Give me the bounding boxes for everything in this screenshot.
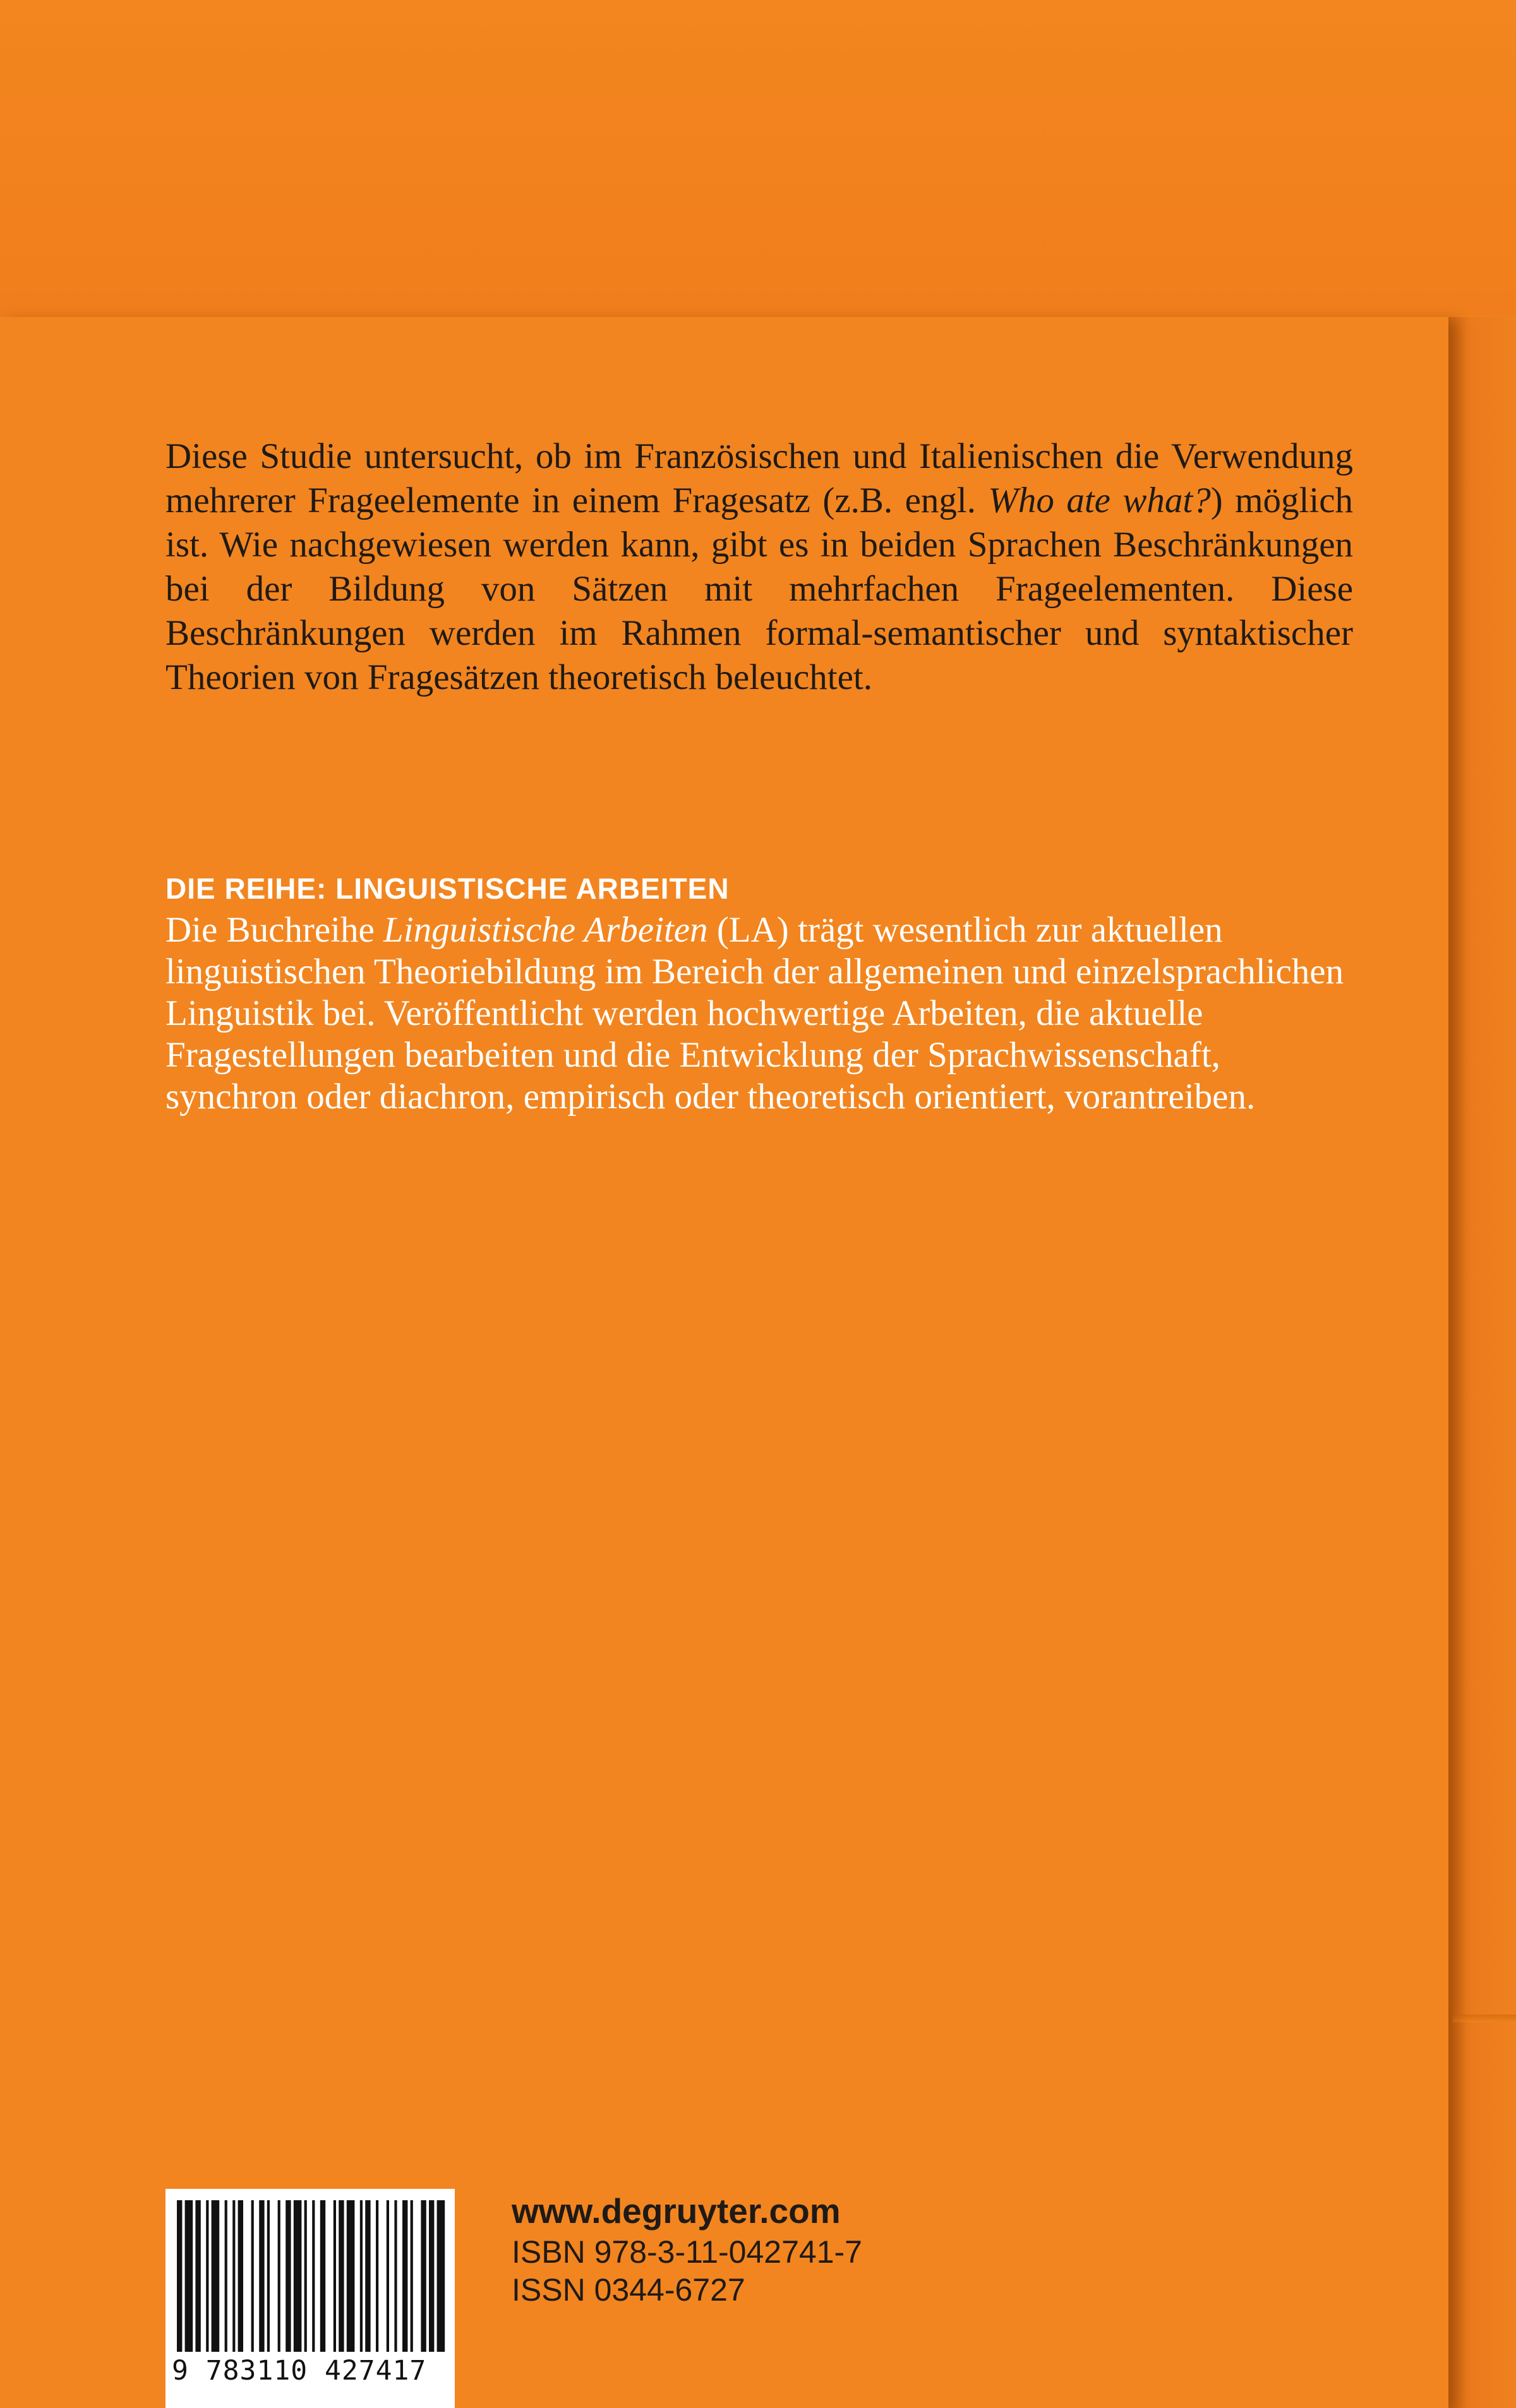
- barcode-bar: [320, 2200, 325, 2352]
- barcode-bar: [429, 2200, 434, 2352]
- series-title-italic: Linguistische Arbeiten: [383, 910, 708, 950]
- series-description: [165, 909, 1353, 1118]
- barcode-bar: [411, 2200, 413, 2352]
- barcode-bar: [387, 2200, 389, 2352]
- barcode: [165, 2189, 455, 2408]
- publisher-url: www.degruyter.com: [512, 2191, 841, 2231]
- barcode-bar: [347, 2200, 355, 2352]
- barcode-bar: [334, 2200, 336, 2352]
- barcode-bars: [165, 2189, 455, 2359]
- series-text-1: Die Buchreihe: [165, 910, 384, 950]
- barcode-bar: [304, 2200, 307, 2352]
- issn-text: ISSN 0344-6727: [512, 2272, 745, 2308]
- barcode-bar: [365, 2200, 370, 2352]
- barcode-bar: [185, 2200, 193, 2352]
- publisher-info: [512, 2189, 862, 2309]
- blurb-italic-example: Who ate what?: [988, 481, 1211, 520]
- barcode-bar: [238, 2200, 243, 2352]
- barcode-digits: 9 783110 427417: [172, 2355, 427, 2387]
- barcode-bar: [251, 2200, 254, 2352]
- barcode-bar: [394, 2200, 397, 2352]
- barcode-bar: [177, 2200, 182, 2352]
- barcode-bar: [212, 2200, 220, 2352]
- barcode-bar: [339, 2200, 344, 2352]
- barcode-bar: [232, 2200, 235, 2352]
- barcode-bar: [278, 2200, 280, 2352]
- cover-crease: [1453, 2015, 1516, 2022]
- blurb-paragraph: [165, 434, 1353, 700]
- blurb-text-2: ) möglich ist. Wie nachgewiesen werden kann, gibt es in beiden Sprachen Beschränkungen bei der Bildung von Sätzen mit mehrfachen Frageelementen. Diese Beschränkungen werden im Rahmen formal-semantischer und syntaktischer Theorien von Fragesätzen theoretisch beleuchtet.: [165, 481, 1354, 697]
- book-blurb: [165, 434, 1353, 700]
- barcode-bar: [437, 2200, 445, 2352]
- barcode-bar: [360, 2200, 363, 2352]
- isbn-text: ISBN 978-3-11-042741-7: [512, 2234, 862, 2270]
- series-paragraph: [165, 909, 1353, 1118]
- series-text-2: (LA) trägt wesentlich zur aktuellen linguistischen Theoriebildung im Bereich der allgemeinen und einzelsprachlichen Linguistik bei. Veröffentlicht werden hochwertige Arbeiten, die aktuelle Fragestellungen bearbeiten und die Entwicklung der Sprachwissenschaft, synchron oder diachron, empirisch oder theoretisch orientiert, vorantreiben.: [165, 910, 1344, 1117]
- barcode-bar: [376, 2200, 378, 2352]
- barcode-bar: [312, 2200, 315, 2352]
- barcode-bar: [225, 2200, 227, 2352]
- cover-right-edge: [1448, 317, 1516, 2408]
- barcode-bar: [259, 2200, 264, 2352]
- barcode-bar: [286, 2200, 291, 2352]
- barcode-bar: [206, 2200, 208, 2352]
- barcode-bar: [294, 2200, 302, 2352]
- blurb-text-1: Diese Studie untersucht, ob im Französischen und Italienischen die Verwendung mehrerer Frageelemente in einem Fragesatz (z.B. engl.: [165, 436, 1353, 520]
- barcode-bar: [267, 2200, 270, 2352]
- barcode-bar: [421, 2200, 426, 2352]
- barcode-bar: [402, 2200, 407, 2352]
- cover-backdrop: [0, 0, 1516, 316]
- series-heading: DIE REIHE: LINGUISTISCHE ARBEITEN: [165, 872, 730, 905]
- barcode-bar: [195, 2200, 200, 2352]
